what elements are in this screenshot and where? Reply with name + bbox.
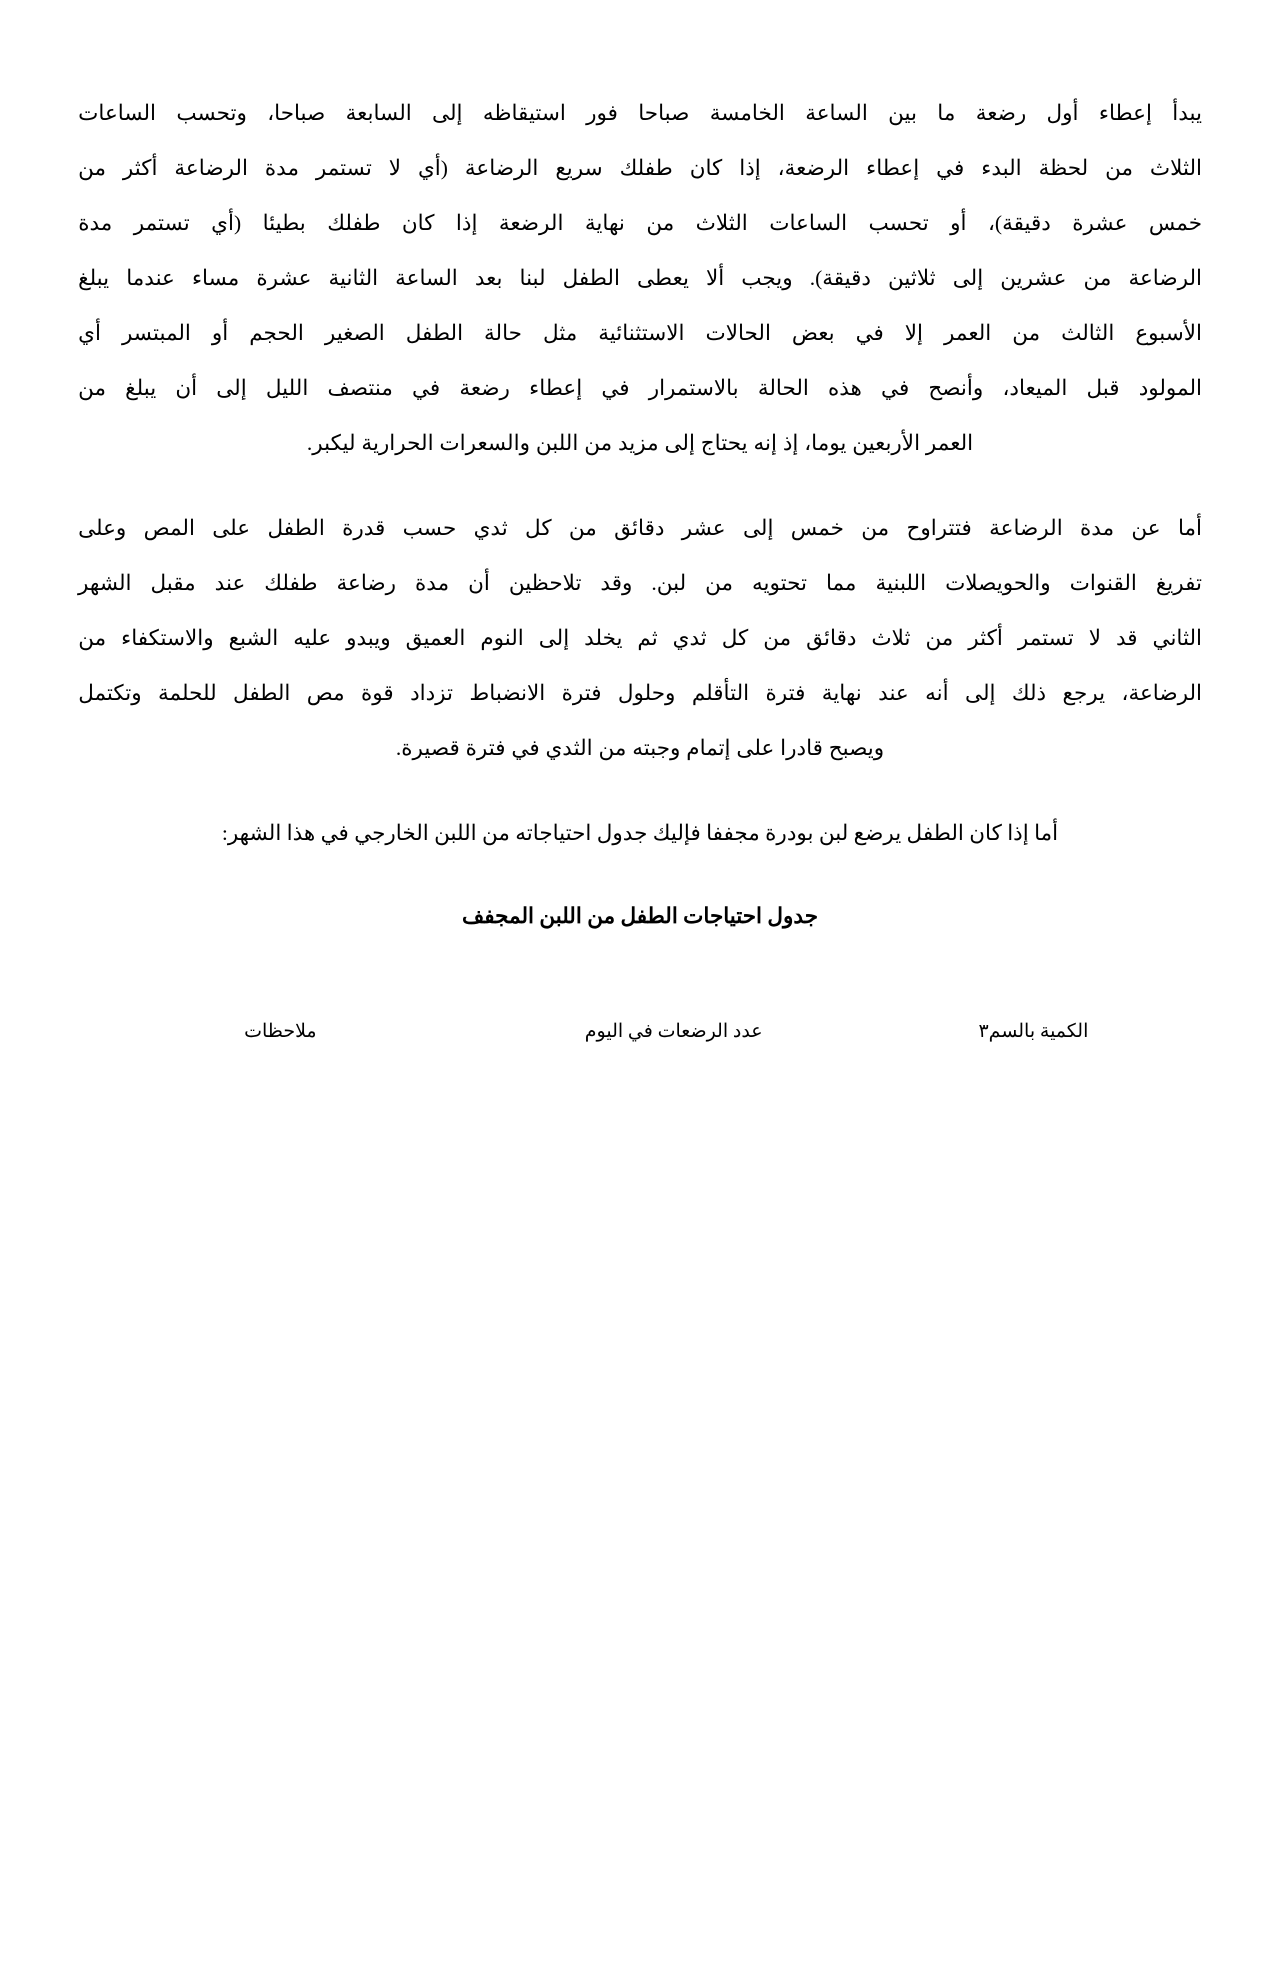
word: نهاية (584, 211, 625, 235)
word: أو (950, 211, 967, 235)
word: عشرة (1072, 211, 1128, 235)
paragraph-1-line-4 (78, 251, 1202, 306)
word: مدة (415, 571, 450, 595)
word: الطفل (267, 516, 325, 540)
word: من (78, 376, 106, 400)
word: إلى (742, 516, 774, 540)
word: لحظة (1038, 156, 1089, 180)
word: طفلك (264, 571, 318, 595)
word: حالة (484, 321, 522, 345)
word: الساعة (805, 101, 868, 125)
word: تستمر (133, 211, 190, 235)
word: تستمر (1017, 626, 1074, 650)
word: يعطى (637, 266, 689, 290)
word: لبنا (519, 266, 546, 290)
word: الساعات (78, 101, 157, 125)
word: الطفل (405, 321, 464, 345)
document-body (78, 86, 1202, 1047)
word: عليه (293, 626, 332, 650)
word: أو (211, 321, 229, 345)
word: ويجب (741, 266, 793, 290)
word: والحويصلات (945, 571, 1051, 595)
word: صباحا (638, 101, 690, 125)
word: وأنصح (928, 376, 984, 400)
word: بين (888, 101, 917, 125)
needs-table-container (78, 1016, 1202, 1047)
word: الرضاعة (464, 156, 539, 180)
word: إعطاء (1098, 101, 1152, 125)
word: رضاعة (336, 571, 397, 595)
word: الأسبوع (1135, 321, 1202, 345)
word: عندما (126, 266, 175, 290)
word: الطفل (233, 681, 291, 705)
line-text: العمر الأربعين يوما، إذ إنه يحتاج إلى مزيد من اللبن والسعرات الحرارية ليكبر. (306, 431, 974, 455)
word: العمر (944, 321, 992, 345)
word: من (78, 156, 106, 180)
word: الثلاث (695, 211, 748, 235)
word: كان (689, 156, 723, 180)
word: ثم (637, 626, 658, 650)
word: الرضاعة (174, 156, 248, 180)
word: ويبدو (346, 626, 391, 650)
word: الميعاد، (1002, 376, 1068, 400)
word: كل (525, 516, 552, 540)
paragraph-1-line-3 (78, 196, 1202, 251)
table-header-notes: ملاحظات (244, 1021, 317, 1042)
word: تلاحظين (508, 571, 582, 595)
word: كل (721, 626, 749, 650)
word: كان (401, 211, 435, 235)
word: مدة (1080, 516, 1115, 540)
word: الثالث (1061, 321, 1115, 345)
word: تحتويه (752, 571, 807, 595)
word: قد (1115, 626, 1138, 650)
word: وتحسب (176, 101, 247, 125)
word: المولود (1138, 376, 1202, 400)
word: فتتراوح (906, 516, 972, 540)
word: والاستكفاء (121, 626, 214, 650)
word: في (881, 376, 910, 400)
word: فترة (765, 681, 806, 705)
word: المص (143, 516, 195, 540)
paragraph-2 (78, 501, 1202, 776)
needs-table-head (78, 1016, 1202, 1047)
word: دقيقة)، (987, 211, 1051, 235)
paragraph-1 (78, 86, 1202, 471)
word: في (855, 321, 884, 345)
word: أكثر (122, 156, 158, 180)
table-title: جدول احتياجات الطفل من اللبن المجفف (462, 904, 818, 928)
word: الرضعة (498, 211, 564, 235)
word: أي (78, 321, 101, 345)
word: من (1083, 266, 1112, 290)
word: ثلاث (871, 626, 911, 650)
word: نهاية (821, 681, 862, 705)
table-header-quantity: الكمية بالسم٣ (978, 1021, 1089, 1042)
paragraph-3: أما إذا كان الطفل يرضع لبن بودرة مجففا فإليك جدول احتياجاته من اللبن الخارجي في هذا الشهر: (221, 821, 1059, 845)
word: رضعة (459, 376, 510, 400)
word: طفلك (327, 211, 381, 235)
word: لا (388, 156, 402, 180)
word: أما (1177, 516, 1202, 540)
word: تزداد (410, 681, 454, 705)
word: بعض (791, 321, 835, 345)
word: العميق (405, 626, 466, 650)
word: مدة (264, 156, 299, 180)
word: من (705, 571, 734, 595)
word: يخلد (584, 626, 623, 650)
word: الرضعة، (777, 156, 850, 180)
word: ذلك (1011, 681, 1047, 705)
word: إلا (904, 321, 924, 345)
word: من (1012, 321, 1041, 345)
word: على (212, 516, 251, 540)
word: عشرة (256, 266, 312, 290)
paragraph-2-line-5 (78, 721, 1202, 776)
word: تحسب (868, 211, 929, 235)
word: مثل (542, 321, 578, 345)
word: الرضاعة (1128, 266, 1202, 290)
word: إعطاء (529, 376, 583, 400)
word: النوم (480, 626, 524, 650)
word: وعلى (78, 516, 127, 540)
word: تفريغ (1155, 571, 1202, 595)
word: تستمر (315, 156, 372, 180)
word: عشرين (1000, 266, 1067, 290)
word: قبل (1086, 376, 1120, 400)
spacer (78, 861, 1202, 889)
word: إذا (739, 156, 761, 180)
word: عشر (681, 516, 726, 540)
word: الثاني (1152, 626, 1202, 650)
word: القنوات (1069, 571, 1137, 595)
word: صباحا، (267, 101, 326, 125)
word: يبلغ (125, 376, 157, 400)
word: الليل (265, 376, 309, 400)
paragraph-1-line-6 (78, 361, 1202, 416)
word: إلى (432, 101, 463, 125)
word: في (936, 156, 965, 180)
word: أنه (925, 681, 949, 705)
table-header-feeds-per-day: عدد الرضعات في اليوم (584, 1021, 763, 1042)
word: استيقاظه (482, 101, 566, 125)
word: قوة (361, 681, 394, 705)
word: مدة (78, 211, 113, 235)
paragraph-2-line-2 (78, 556, 1202, 611)
word: من (1105, 156, 1133, 180)
word: الشهر (78, 571, 132, 595)
word: التأقلم (691, 681, 750, 705)
word: الانضباط (469, 681, 546, 705)
word: من (763, 626, 792, 650)
word: طفلك (619, 156, 673, 180)
word: أول (1046, 101, 1079, 125)
word: إلى (216, 376, 247, 400)
word: حسب (402, 516, 457, 540)
word: الثلاث (1149, 156, 1202, 180)
paragraph-1-line-1 (78, 86, 1202, 141)
word: في (412, 376, 441, 400)
word: دقائق (614, 516, 665, 540)
word: ما (937, 101, 956, 125)
word: الثانية (328, 266, 379, 290)
word: إلى (538, 626, 570, 650)
paragraph-2-line-4 (78, 666, 1202, 721)
word: وحلول (617, 681, 676, 705)
word: خمس (1148, 211, 1202, 235)
word: إلى (952, 266, 984, 290)
word: في (601, 376, 630, 400)
word: من (568, 516, 597, 540)
word: لا (1088, 626, 1102, 650)
needs-table (78, 1016, 1202, 1047)
word: المبتسر (121, 321, 191, 345)
word: الصغير (324, 321, 385, 345)
word: الساعات (769, 211, 848, 235)
word: الرضاعة (989, 516, 1063, 540)
word: اللبنية (875, 571, 927, 595)
word: بطيئا (262, 211, 306, 235)
word: مما (825, 571, 857, 595)
paragraph-2-line-3 (78, 611, 1202, 666)
word: وقد (600, 571, 633, 595)
word: عن (1131, 516, 1161, 540)
word: الحجم (249, 321, 304, 345)
word: أن (175, 376, 198, 400)
line-text: ويصبح قادرا على إتمام وجبته من الثدي في فترة قصيرة. (395, 736, 885, 760)
word: أن (468, 571, 490, 595)
word: الاستثنائية (598, 321, 685, 345)
word: البدء (981, 156, 1022, 180)
word: بعد (474, 266, 503, 290)
word: الشبع (228, 626, 279, 650)
word: (أي (211, 211, 242, 235)
word: السابعة (345, 101, 412, 125)
word: ثدي (473, 516, 508, 540)
paragraph-1-line-2 (78, 141, 1202, 196)
word: أكثر (968, 626, 1003, 650)
word: للحلمة (158, 681, 217, 705)
word: بالاستمرار (648, 376, 739, 400)
word: من (925, 626, 954, 650)
word: إعطاء (866, 156, 920, 180)
word: يبدأ (1172, 101, 1202, 125)
word: الساعة (395, 266, 458, 290)
word: مقبل (150, 571, 196, 595)
word: الخامسة (709, 101, 785, 125)
word: عند (878, 681, 909, 705)
word: يبلغ (78, 266, 110, 290)
word: الرضاعة، (1121, 681, 1202, 705)
word: من (646, 211, 675, 235)
word: مساء (191, 266, 240, 290)
word: إلى (965, 681, 996, 705)
word: من (861, 516, 890, 540)
word: ثلاثين (888, 266, 936, 290)
word: سريع (555, 156, 603, 180)
word: الحالة (757, 376, 809, 400)
word: وتكتمل (78, 681, 142, 705)
word: فور (586, 101, 618, 125)
table-header-row (78, 1016, 1202, 1047)
word: من (78, 626, 107, 650)
word: ثدي (672, 626, 707, 650)
word: الطفل (562, 266, 620, 290)
word: رضعة (975, 101, 1027, 125)
word: يرجع (1062, 681, 1106, 705)
word: إذا (455, 211, 478, 235)
word: هذه (828, 376, 862, 400)
word: فترة (561, 681, 602, 705)
word: خمس (790, 516, 844, 540)
word: الحالات (705, 321, 771, 345)
word: دقيقة). (809, 266, 871, 290)
word: عند (214, 571, 246, 595)
word: قدرة (342, 516, 386, 540)
word: دقائق (806, 626, 857, 650)
paragraph-2-line-1 (78, 501, 1202, 556)
spacer-2 (78, 944, 1202, 972)
paragraph-1-line-7 (78, 416, 1202, 471)
word: لبن. (651, 571, 687, 595)
word: ألا (705, 266, 725, 290)
word: منتصف (327, 376, 393, 400)
word: (أي (417, 156, 448, 180)
paragraph-1-line-5 (78, 306, 1202, 361)
word: مص (306, 681, 345, 705)
